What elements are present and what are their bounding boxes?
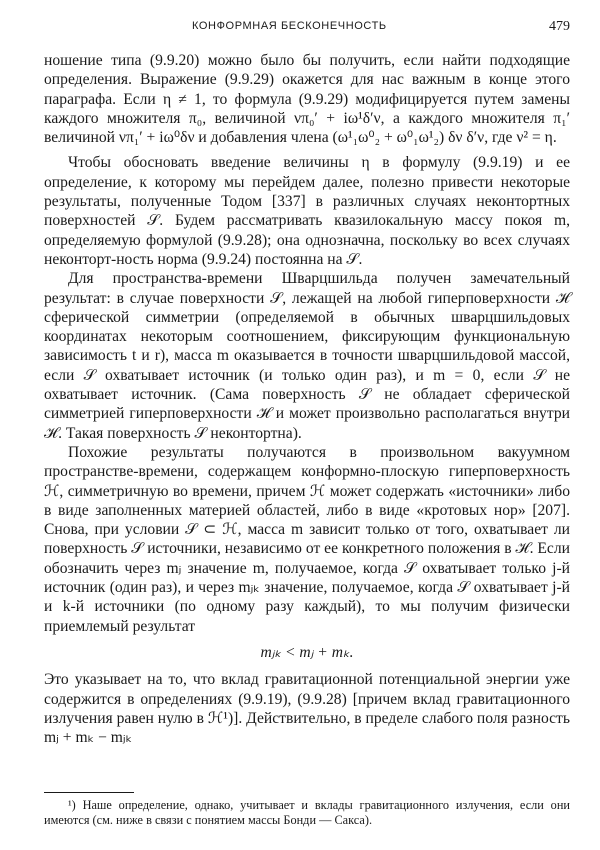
page-number: 479 bbox=[549, 19, 570, 34]
display-formula: mⱼₖ < mⱼ + mₖ. bbox=[260, 643, 354, 661]
main-text bbox=[44, 51, 570, 747]
paragraph-3: Для пространства-времени Шварцшильда получен замечательный результат: в случае поверхности 𝒮, лежащей на любой гиперповерхности ℋ сферической симметрии (определяемой в обычных шварцшильдовых координатах некоторым соотношением, фиксирующим функциональную зависимость t и r), масса m оказывается в точности шварцшильдовой массой, если 𝒮 охватывает источник (и только один раз), и m = 0, если 𝒮 не охватывает источник. (Сама поверхность 𝒮 не обладает сферической симметрией гиперповерхности ℋ и может произвольно располагаться внутри ℋ. Такая поверхность 𝒮 неконтортна). bbox=[44, 270, 570, 442]
paragraph-1: ношение типа (9.9.20) можно было бы получить, если найти подходящие определения. Выражение (9.9.29) окажется для нас важным в конце этого параграфа. Если η ≠ 1, то формула (9.9.29) модифицируется путем замены каждого множителя π₀, величиной νπ₀′ + iω¹δ′ν, а каждого множителя π₁′ величиной νπ₁′ + iω⁰δν и добавления члена (ω¹₁ω⁰₂ + ω⁰₁ω¹₂) δν δ′ν, где ν² = η. bbox=[44, 52, 570, 147]
footnote-separator bbox=[44, 792, 134, 793]
chapter-title: КОНФОРМНАЯ БЕСКОНЕЧНОСТЬ bbox=[192, 20, 387, 32]
paragraph-4: Похожие результаты получаются в произвольном вакуумном пространстве-времени, содержащем конформно-плоскую гиперповерхность ℋ, симметричную во времени, причем ℋ может содержать «источники» либо в виде заполненных материей областей, либо в виде «кротовых нор» [207]. Снова, при условии 𝒮 ⊂ ℋ, масса m зависит только от того, охватывает ли поверхность 𝒮 источники, независимо от ее конкретного положения в ℋ. Если обозначить через mⱼ значение m, получаемое, когда 𝒮 охватывает только j-й источник (один раз), и через mⱼₖ значение, получаемое, когда 𝒮 охватывает j-й и k-й источники (по одному разу каждый), то мы получим физически приемлемый результат bbox=[44, 443, 570, 635]
footnote: ¹) Наше определение, однако, учитывает и вклады гравитационного излучения, если они имеются (см. ниже в связи с понятием массы Бонди — Сакса). bbox=[44, 798, 570, 827]
paragraph-2: Чтобы обосновать введение величины η в формулу (9.9.19) и ее определение, к которому мы перейдем далее, полезно привести некоторые результаты, полученные Тодом [337] в различных случаях неконтортных поверхностей 𝒮. Будем рассматривать квазилокальную массу покоя m, определяемую формулой (9.9.28); она однозначна, поскольку во всех случаях неконторт-ность норма (9.9.24) постоянна на 𝒮. bbox=[44, 154, 570, 268]
paragraph-5: Это указывает на то, что вклад гравитационной потенциальной энергии уже содержится в определениях (9.9.19), (9.9.28) [причем вклад гравитационного излучения равен нулю в ℋ¹)]. Действительно, в пределе слабого поля разность mⱼ + mₖ − mⱼₖ bbox=[44, 671, 570, 747]
